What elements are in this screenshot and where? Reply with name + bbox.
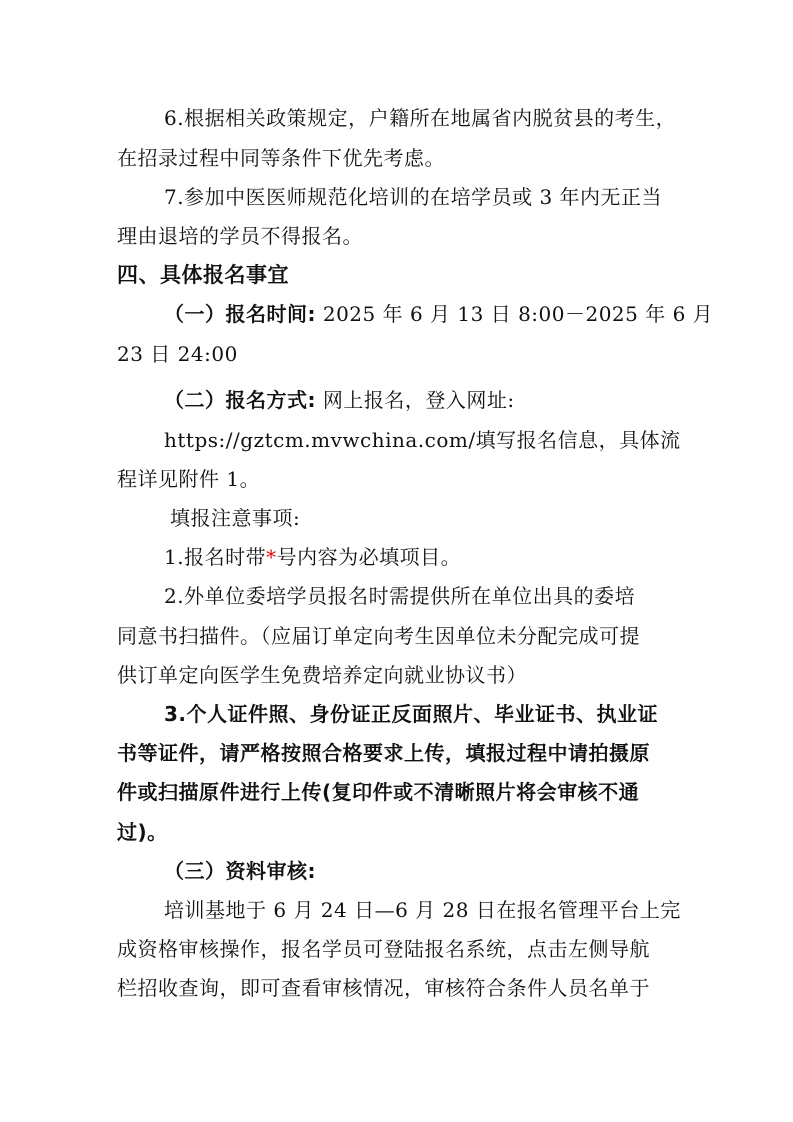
section-4-heading: 四、具体报名事宜 — [117, 263, 289, 287]
note-1-line — [164, 537, 461, 577]
registration-method-value: 网上报名，登入网址: — [316, 388, 515, 412]
registration-url-line-2: 程详见附件 1。 — [117, 467, 261, 491]
document-review-line-2: 成资格审核操作，报名学员可登陆报名系统，点击左侧导航 — [117, 937, 650, 961]
paragraph-6-line-2: 在招录过程中同等条件下优先考虑。 — [117, 146, 445, 170]
note-2-line-1: 2.外单位委培学员报名时需提供所在单位出具的委培 — [164, 584, 636, 608]
filling-notes-heading: 填报注意事项: — [170, 506, 301, 530]
paragraph-7-line-2: 理由退培的学员不得报名。 — [117, 224, 363, 248]
paragraph-7-line-1: 7.参加中医医师规范化培训的在培学员或 3 年内无正当 — [164, 185, 663, 209]
note-3-line-3: 件或扫描原件进行上传(复印件或不清晰照片将会审核不通 — [117, 780, 640, 804]
document-review-line-3: 栏招收查询，即可查看审核情况，审核符合条件人员名单于 — [117, 976, 650, 1000]
registration-url-line-1: https://gztcm.mvwchina.com/填写报名信息，具体流 — [164, 428, 681, 452]
registration-time-value: 2025 年 6 月 13 日 8:00－2025 年 6 月 — [316, 302, 714, 326]
registration-method-label: （二）报名方式: — [164, 388, 316, 412]
required-star-icon: * — [266, 545, 277, 569]
note-2-line-2: 同意书扫描件。（应届订单定向考生因单位未分配完成可提 — [117, 624, 640, 648]
note-1-suffix: 号内容为必填项目。 — [276, 545, 462, 569]
registration-time-line-2: 23 日 24:00 — [117, 342, 238, 366]
registration-method-line — [164, 380, 515, 420]
registration-time-label: （一）报名时间: — [164, 302, 316, 326]
note-3-line-2: 书等证件，请严格按照合格要求上传，填报过程中请拍摄原 — [117, 741, 650, 765]
paragraph-6-line-1: 6.根据相关政策规定，户籍所在地属省内脱贫县的考生， — [164, 106, 677, 130]
document-review-line-1: 培训基地于 6 月 24 日—6 月 28 日在报名管理平台上完 — [164, 898, 681, 922]
note-1-prefix: 1.报名时带 — [164, 545, 267, 569]
note-2-line-3: 供订单定向医学生免费培养定向就业协议书） — [117, 663, 527, 687]
registration-time-line-1 — [164, 294, 713, 334]
document-review-label: （三）资料审核: — [164, 859, 316, 883]
note-3-line-4: 过)。 — [117, 820, 168, 844]
note-3-line-1: 3.个人证件照、身份证正反面照片、毕业证书、执业证 — [164, 702, 659, 726]
